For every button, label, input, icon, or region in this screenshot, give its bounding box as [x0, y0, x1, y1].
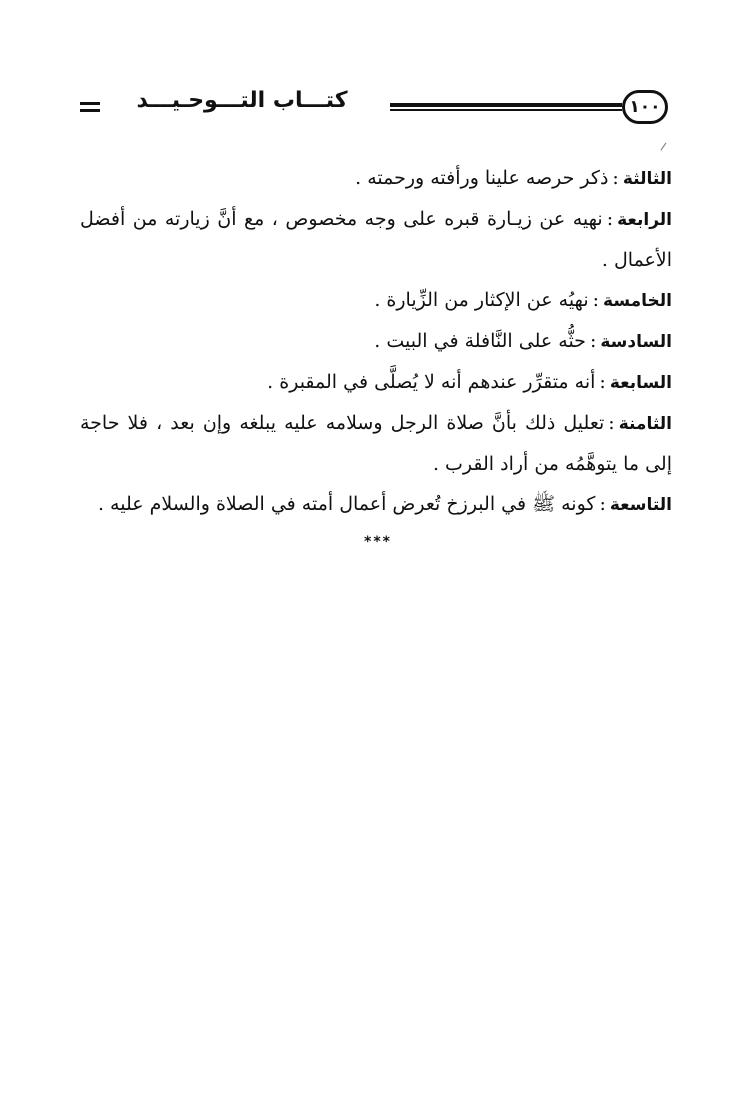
section-separator: *** [364, 534, 392, 550]
item-label: السابعة [609, 373, 672, 393]
item-text: أنه متقرِّر عندهم أنه لا يُصلَّى في المقبرة . [267, 371, 596, 393]
item-text: نهيُه عن الإكثار من الزِّيارة . [374, 289, 589, 311]
list-item: الخامسة:نهيُه عن الإكثار من الزِّيارة . [374, 289, 672, 311]
list-item: الرابعة:نهيه عن زيـارة قبره على وجه مخصوص ، مع أنَّ زيارته من أفضل الأعمال . [80, 208, 672, 271]
list-item: الثالثة:ذكر حرصه علينا ورأفته ورحمته . [355, 167, 672, 189]
item-text: نهيه عن زيـارة قبره على وجه مخصوص ، مع أنَّ زيارته من أفضل الأعمال . [80, 208, 672, 271]
list-item: الثامنة:تعليل ذلك بأنَّ صلاة الرجل وسلامه عليه يبلغه وإن بعد ، فلا حاجة إلى ما يتوهَّمُه من أراد القرب . [80, 412, 672, 475]
item-text: حثُّه على النَّافلة في البيت . [374, 330, 586, 352]
item-text: تعليل ذلك بأنَّ صلاة الرجل وسلامه عليه يبلغه وإن بعد ، فلا حاجة إلى ما يتوهَّمُه من أراد القرب . [80, 412, 672, 475]
list-item: السابعة:أنه متقرِّر عندهم أنه لا يُصلَّى في المقبرة . [267, 371, 672, 393]
margin-mark [661, 143, 667, 151]
item-label: السادسة [600, 332, 672, 352]
item-label: الخامسة [603, 291, 672, 311]
page-number: ١٠٠ [622, 90, 668, 124]
item-text: كونه ﷺ في البرزخ تُعرض أعمال أمته في الصلاة والسلام عليه . [97, 493, 596, 515]
item-label: الرابعة [617, 210, 672, 230]
book-title: كتـــاب التـــوحـيـــد [136, 88, 348, 113]
item-label: الثالثة [622, 169, 672, 189]
list-item: التاسعة:كونه ﷺ في البرزخ تُعرض أعمال أمته في الصلاة والسلام عليه . [97, 493, 672, 515]
main-text [80, 158, 672, 525]
item-text: ذكر حرصه علينا ورأفته ورحمته . [355, 167, 609, 189]
item-label: الثامنة [618, 414, 672, 434]
list-item: السادسة:حثُّه على النَّافلة في البيت . [374, 330, 672, 352]
header-rule [390, 103, 622, 111]
page-header [80, 90, 668, 130]
item-label: التاسعة [609, 495, 672, 515]
header-ornament [80, 102, 100, 112]
